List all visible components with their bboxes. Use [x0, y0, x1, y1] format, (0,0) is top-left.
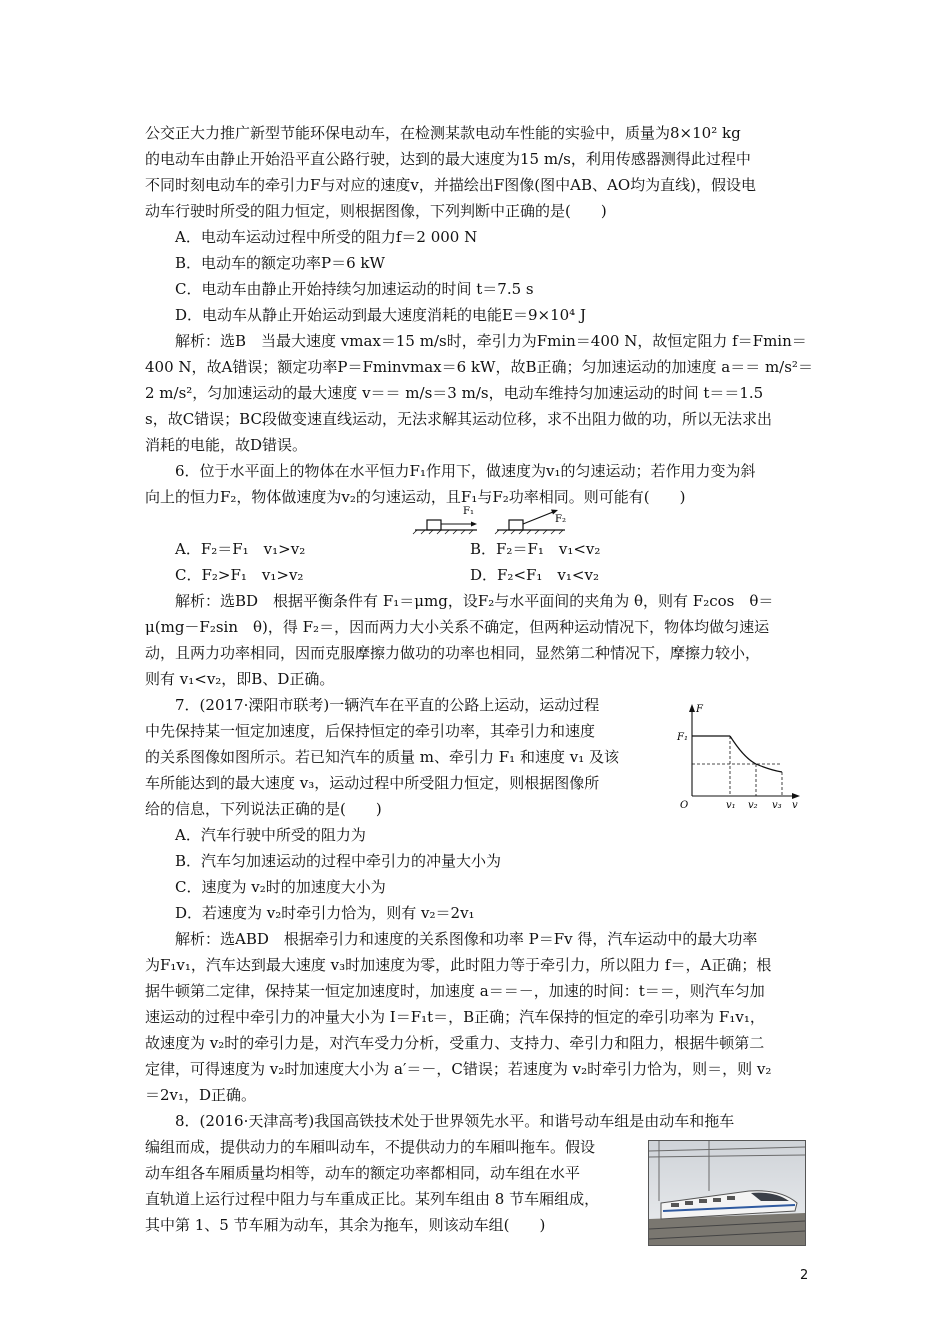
q6-option-d: D．F₂<F₁ v₁<v₂ — [470, 566, 599, 584]
q6-force-figure — [405, 500, 575, 536]
graph-v1-label: v₁ — [726, 800, 736, 811]
q8-stem-line: 8．(2016·天津高考)我国高铁技术处于世界领先水平。和谐号动车组是由动车和拖车 — [175, 1112, 735, 1130]
graph-origin-label: O — [680, 800, 689, 811]
q8-stem-line: 直轨道上运行过程中阻力与车重成正比。某列车组由 8 节车厢组成， — [145, 1190, 600, 1208]
q6-analysis-line: 则有 v₁<v₂，即B、D正确。 — [145, 670, 335, 688]
q5-stem-line: 动车行驶时所受的阻力恒定，则根据图像，下列判断中正确的是( ) — [145, 202, 607, 220]
q5-option-d: D．电动车从静止开始运动到最大速度消耗的电能E＝9×10⁴ J — [175, 306, 586, 324]
graph-f1-label: F₁ — [677, 732, 688, 743]
q7-analysis-line: ＝2v₁，D正确。 — [145, 1086, 257, 1104]
q6-stem-line: 6．位于水平面上的物体在水平恒力F₁作用下，做速度为v₁的匀速运动；若作用力变为斜 — [175, 462, 756, 480]
q7-option-b: B．汽车匀加速运动的过程中牵引力的冲量大小为 — [175, 852, 502, 870]
q6-analysis-line: 动，且两力功率相同，因而克服摩擦力做功的功率也相同，显然第二种情况下，摩擦力较小， — [145, 644, 761, 662]
q8-stem-line: 动车组各车厢质量均相等，动车的额定功率都相同，动车组在水平 — [145, 1164, 581, 1182]
q7-option-a: A．汽车行驶中所受的阻力为 — [175, 826, 366, 844]
q6-option-b: B．F₂＝F₁ v₁<v₂ — [470, 540, 601, 558]
q5-analysis-line: 400 N，故A错误；额定功率P＝Fminvmax＝6 kW，故B正确；匀加速运动的加速度 a＝＝ m/s²＝ — [145, 358, 813, 376]
q7-option-d: D．若速度为 v₂时牵引力恰为，则有 v₂＝2v₁ — [175, 904, 475, 922]
q8-stem-line: 其中第 1、5 节车厢为动车，其余为拖车，则该动车组( ) — [145, 1216, 546, 1234]
graph-v3-label: v₃ — [772, 800, 782, 811]
q6-analysis-line: μ(mg－F₂sin θ)，得 F₂＝，因而两力大小关系不确定，但两种运动情况下，物体均做匀速运 — [145, 618, 770, 636]
q7-analysis-line: 定律，可得速度为 v₂时加速度大小为 a′＝－，C错误；若速度为 v₂时牵引力恰为，则＝，则 v₂ — [145, 1060, 772, 1078]
q8-stem-line: 编组而成，提供动力的车厢叫动车，不提供动力的车厢叫拖车。假设 — [145, 1138, 596, 1156]
graph-v2-label: v₂ — [748, 800, 758, 811]
f1-label: F₁ — [463, 506, 474, 517]
q5-option-c: C．电动车由静止开始持续匀加速运动的时间 t＝7.5 s — [175, 280, 534, 298]
q7-analysis-line: 故速度为 v₂时的牵引力是，对汽车受力分析，受重力、支持力、牵引力和阻力，根据牛顿第二 — [145, 1034, 765, 1052]
q5-option-b: B．电动车的额定功率P＝6 kW — [175, 254, 385, 272]
q5-analysis-line: 消耗的电能，故D错误。 — [145, 436, 308, 454]
page-number: 2 — [800, 1268, 809, 1283]
q5-stem-line: 的电动车由静止开始沿平直公路行驶，达到的最大速度为15 m/s，利用传感器测得此过程中 — [145, 150, 751, 168]
q5-analysis-line: 2 m/s²，匀加速运动的最大速度 v＝＝ m/s＝3 m/s，电动车维持匀加速运动的时间 t＝＝1.5 — [145, 384, 764, 402]
q6-analysis-line: 解析：选BD 根据平衡条件有 F₁＝μmg，设F₂与水平面间的夹角为 θ，则有 F₂cos θ＝ — [175, 592, 774, 610]
q7-analysis-line: 解析：选ABD 根据牵引力和速度的关系图像和功率 P＝Fv 得，汽车运动中的最大功率 — [175, 930, 758, 948]
q7-option-c: C．速度为 v₂时的加速度大小为 — [175, 878, 386, 896]
high-speed-train-photo — [648, 1140, 806, 1246]
q5-analysis-line: s，故C错误；BC段做变速直线运动，无法求解其运动位移，求不出阻力做的功，所以无法求出 — [145, 410, 772, 428]
q5-analysis-line: 解析：选B 当最大速度 vmax＝15 m/s时，牵引力为Fmin＝400 N，故恒定阻力 f＝Fmin＝ — [175, 332, 807, 350]
q7-stem-line: 7．(2017·溧阳市联考)一辆汽车在平直的公路上运动，运动过程 — [175, 696, 600, 714]
f2-label: F₂ — [555, 514, 566, 525]
q7-analysis-line: 速运动的过程中牵引力的冲量大小为 I＝F₁t＝，B正确；汽车保持的恒定的牵引功率为 F₁v₁， — [145, 1008, 765, 1026]
q7-stem-line: 中先保持某一恒定加速度，后保持恒定的牵引功率，其牵引力和速度 — [145, 722, 596, 740]
q6-stem-line: 向上的恒力F₂，物体做速度为v₂的匀速运动，且F₁与F₂功率相同。则可能有( ) — [145, 488, 686, 506]
q7-force-velocity-graph — [674, 700, 814, 812]
q6-option-c: C．F₂>F₁ v₁>v₂ — [175, 566, 304, 584]
graph-x-label: v — [792, 800, 798, 811]
q7-analysis-line: 据牛顿第二定律，保持某一恒定加速度时，加速度 a＝＝－，加速的时间：t＝＝，则汽车匀加 — [145, 982, 765, 1000]
q5-stem-line: 公交正大力推广新型节能环保电动车，在检测某款电动车性能的实验中，质量为8×10² kg — [145, 124, 741, 142]
q7-analysis-line: 为F₁v₁，汽车达到最大速度 v₃时加速度为零，此时阻力等于牵引力，所以阻力 f＝，A正确；根 — [145, 956, 772, 974]
q5-stem-line: 不同时刻电动车的牵引力F与对应的速度v，并描绘出F图像(图中AB、AO均为直线)，假设电 — [145, 176, 756, 194]
graph-y-label: F — [696, 704, 703, 715]
q7-stem-line: 车所能达到的最大速度 v₃，运动过程中所受阻力恒定，则根据图像所 — [145, 774, 600, 792]
q5-option-a: A．电动车运动过程中所受的阻力f＝2 000 N — [175, 228, 478, 246]
q6-option-a: A．F₂＝F₁ v₁>v₂ — [175, 540, 306, 558]
q7-stem-line: 的关系图像如图所示。若已知汽车的质量 m、牵引力 F₁ 和速度 v₁ 及该 — [145, 748, 619, 766]
q7-stem-line: 给的信息，下列说法正确的是( ) — [145, 800, 382, 818]
